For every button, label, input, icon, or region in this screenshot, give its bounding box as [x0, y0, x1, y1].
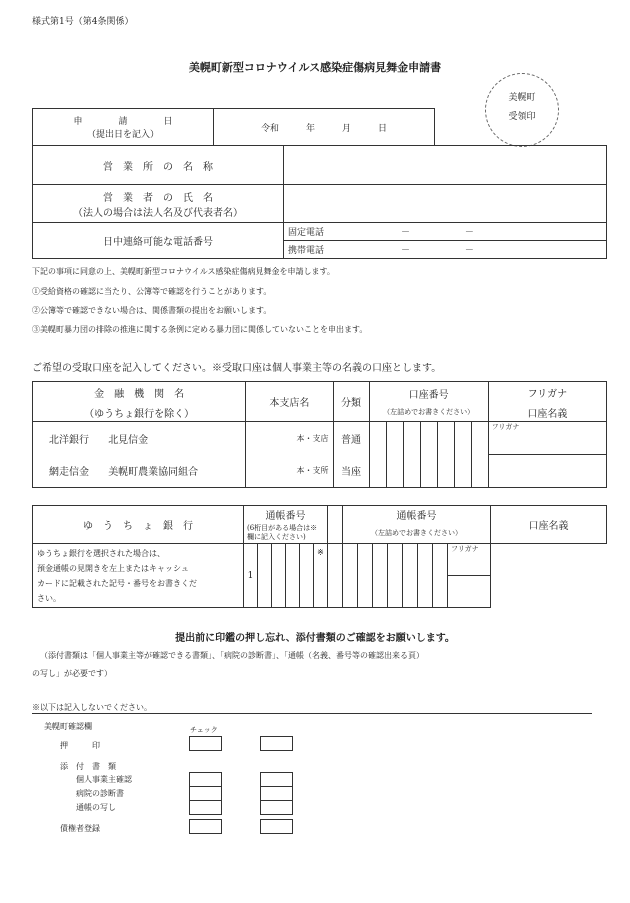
passbook-digit[interactable] [286, 544, 300, 608]
dash-2: － [464, 228, 474, 238]
passbook-mark: ※ [314, 544, 328, 608]
branch-1[interactable]: 本・支店 [246, 422, 333, 455]
apply-date-field[interactable]: 令和 年 月 日 [214, 109, 435, 146]
operator-field[interactable] [284, 185, 607, 223]
item-0-check[interactable] [189, 772, 222, 787]
institution-sub: （ゆうちょ銀行を除く） [33, 404, 246, 422]
page-title: 美幌町新型コロナウイルス感染症傷病見舞金申請書 [188, 61, 442, 74]
item-0: 個人事業主確認 [76, 775, 132, 784]
yucho-holder-field[interactable] [448, 576, 491, 608]
stamp-line2: 受領印 [508, 112, 536, 122]
seal-box-2[interactable] [260, 736, 293, 751]
dash-3: － [401, 246, 411, 256]
yucho-name: ゆ う ち ょ 銀 行 [33, 506, 244, 544]
note-3: ③美幌町暴力団の排除の推進に関する条例に定める暴力団に関係していないことを申出ます。 [32, 325, 368, 334]
office-title: 美幌町確認欄 [44, 722, 92, 731]
bank-table [32, 381, 607, 488]
yucho-desc-0: ゆうちょ銀行を選択された場合は、 [37, 548, 165, 558]
yucho-holder-header: 口座名義 [491, 506, 607, 544]
attachment-note-2: の写し」が必要です） [32, 669, 112, 678]
institution-header: 金 融 機 関 名 [33, 382, 246, 404]
business-name-field[interactable] [284, 146, 607, 185]
item-2: 通帳の写し [76, 803, 116, 812]
operator-label-2: （法人の場合は法人名及び代表者名） [73, 207, 243, 219]
passbook-digit-fixed: 1 [244, 544, 258, 608]
branch-2[interactable]: 本・支所 [246, 455, 333, 488]
gap-cell [328, 506, 343, 544]
check-label: チェック [190, 726, 218, 734]
passbook-sub [244, 524, 328, 544]
passbook-digit[interactable] [258, 544, 272, 608]
cat-2[interactable]: 当座 [333, 455, 369, 488]
bank-kitami[interactable]: 北見信金 [108, 434, 149, 446]
attachments-label: 添 付 書 類 [60, 762, 116, 771]
category-header: 分類 [333, 382, 369, 422]
apply-date-label-1: 申 請 日 [73, 117, 173, 127]
reminder: 提出前に印鑑の押し忘れ、添付書類のご確認をお願いします。 [175, 633, 455, 644]
phone-table [32, 222, 607, 259]
landline-label: 固定電話 [284, 223, 344, 241]
yucho-acct-digit[interactable] [328, 544, 343, 608]
operator-label [33, 185, 284, 223]
account-header [369, 382, 488, 404]
yucho-acct-digit[interactable] [388, 544, 403, 608]
creditor-label: 債権者登録 [60, 824, 100, 833]
acct-digit[interactable] [420, 422, 437, 488]
yucho-acct-digit[interactable] [358, 544, 373, 608]
mobile-field[interactable] [343, 241, 607, 259]
account-instruction: ご希望の受取口座を記入してください。※受取口座は個人事業主等の名義の口座とします。 [32, 363, 442, 374]
yucho-acct-digit[interactable] [403, 544, 418, 608]
yucho-acct-digit[interactable] [343, 544, 358, 608]
seal-check-box[interactable] [189, 736, 222, 751]
acct-digit[interactable] [454, 422, 471, 488]
passbook-digit[interactable] [300, 544, 314, 608]
bank-hokuyo[interactable]: 北洋銀行 [49, 434, 89, 446]
mobile-label: 携帯電話 [284, 241, 344, 259]
yucho-acct-digit[interactable] [433, 544, 448, 608]
office-only: ※以下は記入しないでください。 [32, 703, 152, 712]
acct-digit[interactable] [471, 422, 488, 488]
empty-corner [435, 109, 608, 146]
kana-header: フリガナ [488, 382, 606, 404]
passbook-header: 通帳番号 [244, 506, 328, 524]
stamp-line1: 美幌町 [508, 93, 536, 103]
bank-row-1[interactable] [33, 422, 246, 455]
holder-field[interactable] [488, 455, 606, 488]
item-1-box[interactable] [260, 786, 293, 801]
apply-date-label-2: （提出日を記入） [86, 130, 159, 140]
phone-label: 日中連絡可能な電話番号 [33, 223, 284, 259]
form-id: 様式第1号（第4条関係） [32, 17, 134, 27]
item-2-check[interactable] [189, 800, 222, 815]
operator-label-1: 営 業 者 の 氏 名 [103, 192, 213, 204]
attachment-note-1: （添付書類は「個人事業主等が確認できる書類」、「病院の診断書」、「通帳（名義、番号等の確認出来る頁） [40, 651, 424, 660]
kana-small: フリガナ [488, 422, 606, 455]
creditor-check[interactable] [189, 819, 222, 834]
cat-1[interactable]: 普通 [333, 422, 369, 455]
yucho-kana-small: フリガナ [448, 544, 491, 576]
passbook-sub-2: 欄に記入ください) [247, 533, 306, 542]
acct-digit[interactable] [369, 422, 386, 488]
item-1-check[interactable] [189, 786, 222, 801]
yucho-desc-2: カードに記載された記号・番号をお書きくだ [37, 578, 197, 588]
yucho-desc-3: さい。 [37, 593, 61, 603]
yucho-table [32, 505, 607, 608]
acct-digit[interactable] [386, 422, 403, 488]
item-0-box[interactable] [260, 772, 293, 787]
note-2: ②公簿等で確認できない場合は、関係書類の提出をお願いします。 [32, 306, 272, 315]
bank-ja-bihoro[interactable]: 美幌町農業協同組合 [108, 467, 199, 479]
account-header-text: 口座番号 [408, 390, 449, 402]
item-1: 病院の診断書 [76, 789, 124, 798]
passbook-digit[interactable] [272, 544, 286, 608]
yucho-account-header: 通帳番号 [343, 506, 491, 524]
business-name-label: 営 業 所 の 名 称 [33, 146, 284, 185]
yucho-acct-digit[interactable] [418, 544, 433, 608]
note-0: 下記の事項に同意の上、美幌町新型コロナウイルス感染症傷病見舞金を申請します。 [32, 267, 335, 276]
yucho-description [33, 544, 244, 608]
creditor-box[interactable] [260, 819, 293, 834]
apply-date-label [33, 109, 214, 146]
bank-row-2[interactable] [33, 455, 246, 488]
item-2-box[interactable] [260, 800, 293, 815]
seal-label: 押 印 [60, 741, 100, 750]
branch-header: 本支店名 [246, 382, 333, 422]
landline-field[interactable] [343, 223, 607, 241]
dash-4: － [464, 246, 474, 256]
acct-digit[interactable] [437, 422, 454, 488]
holder-header: 口座名義 [488, 404, 606, 422]
acct-digit[interactable] [403, 422, 420, 488]
applicant-table [32, 108, 607, 146]
bank-abashiri[interactable]: 網走信金 [49, 467, 89, 479]
note-1: ①受給資格の確認に当たり、公簿等で確認を行うことがあります。 [32, 287, 272, 296]
dash-1: － [401, 228, 411, 238]
yucho-account-sub: （左詰めでお書きください） [343, 524, 491, 544]
divider [32, 713, 592, 714]
yucho-acct-digit[interactable] [373, 544, 388, 608]
yucho-desc-1: 預金通帳の見開きを左上またはキャッシュ [37, 563, 189, 573]
passbook-sub-1: (6桁目がある場合は※ [247, 524, 318, 533]
business-table [32, 145, 607, 223]
account-sub: （左詰めでお書きください） [369, 404, 488, 422]
